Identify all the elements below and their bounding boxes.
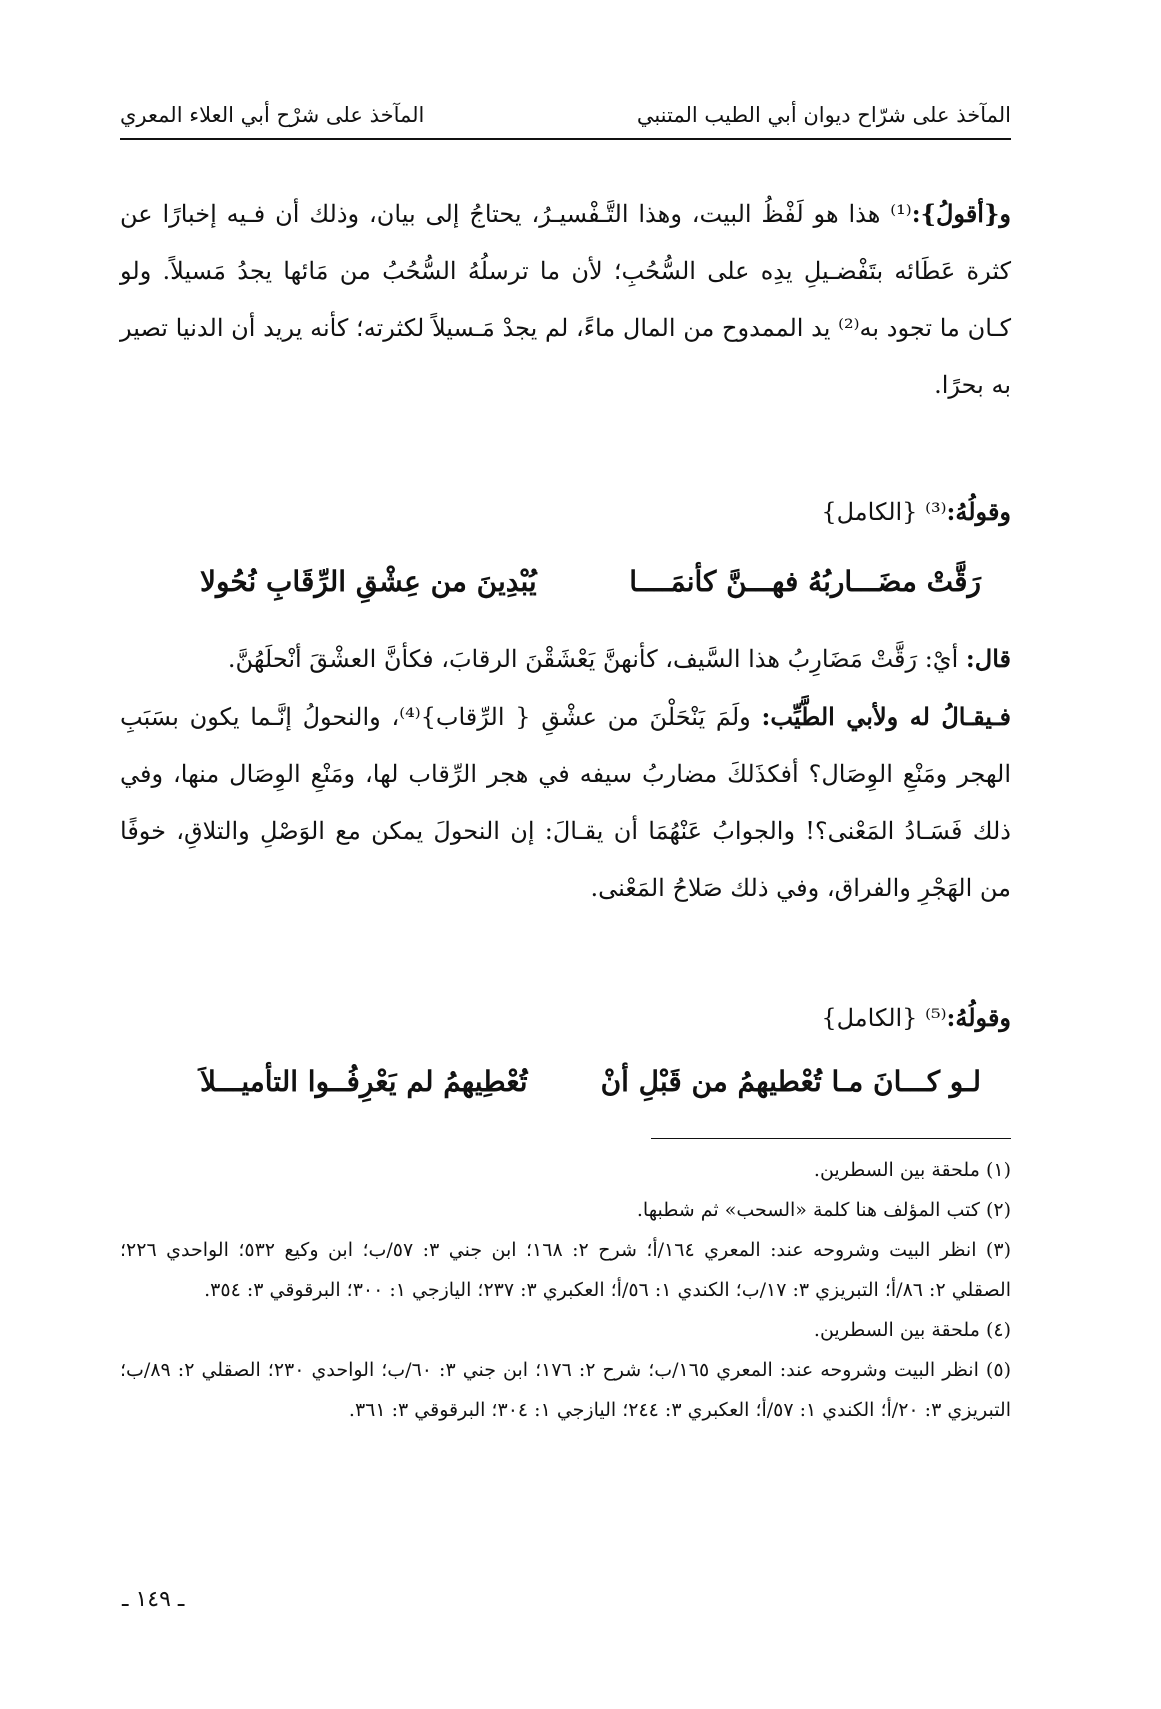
footnote-number: (٤): [985, 1319, 1011, 1341]
running-header: [120, 95, 1011, 135]
header-divider: [120, 138, 1011, 140]
footnote-number: (١): [985, 1159, 1011, 1181]
meter-label: ⁽⁵⁾ {الكامل}: [821, 1004, 947, 1032]
qawluhu-keyword: وقولُهُ:: [946, 497, 1011, 526]
footnote-number: (٣): [985, 1239, 1011, 1261]
paragraph-commentary: [120, 630, 1011, 917]
verse-first-hemistich: لـو كـــانَ مـا تُعْطيهمُ من قَبْلِ أنْ: [600, 1065, 981, 1098]
footnote-text: انظر البيت وشروحه عند: المعري ١٦٤/أ؛ شرح ٢: ١٦٨؛ ابن جني ٣: ٥٧/ب؛ ابن وكيع ٥٣٢؛ الواحدي ٢٢٦؛ الصقلي ٢: ٨٦/أ؛ التبريزي ٣: ١٧/ب؛ الكندي ١: ٥٦/أ؛ العكبري ٣: ٢٣٧؛ اليازجي ١: ٣٠٠؛ البرقوقي ٣: ٣٥٤.: [120, 1239, 1011, 1301]
footnote-number: (٥): [985, 1359, 1011, 1381]
meter-label: ⁽³⁾ {الكامل}: [821, 498, 947, 526]
aqulu-keyword: و{أقولُ}:: [911, 199, 1011, 228]
qawluhu-keyword: وقولُهُ:: [946, 1003, 1011, 1032]
verse-line: [200, 1065, 981, 1098]
footnote-text: ملحقة بين السطرين.: [813, 1159, 980, 1181]
footnotes: [120, 1150, 1011, 1430]
verse-heading: [821, 1003, 1011, 1032]
verse-second-hemistich: يُبْدِينَ من عِشْقِ الرِّقَابِ نُحُولا: [200, 565, 537, 598]
footnote-number: (٢): [985, 1199, 1011, 1221]
footnote: [120, 1230, 1011, 1310]
header-book-title: المآخذ على شرّاح ديوان أبي الطيب المتنبي: [636, 103, 1011, 127]
footnote: [120, 1310, 1011, 1350]
page-number: ـ ١٤٩ ـ: [122, 1587, 185, 1612]
footnote: [120, 1190, 1011, 1230]
verse-second-hemistich: تُعْطِيهمُ لم يَعْرِفُــوا التأميـــلاَ: [200, 1065, 528, 1098]
paragraph-text: ولَمَ يَنْحَلْنَ من عشْقِ { الرِّقاب}⁽⁴⁾، والنحولُ إنَّـما يكون بسَبَبِ الهجر ومَنْعِ الوِصَال؟ أفكذَلكَ مضاربُ سيفه في هجر الرِّقاب لها، ومَنْعِ الوِصَال منها، وفي ذلك فَسَـادُ المَعْنى؟! والجوابُ عَنْهُمَا أن يقـالَ: إن النحولَ يمكن مع الوَصْلِ والتلاقِ، خوفًا من الهَجْرِ والفراق، وفي ذلك صَلاحُ المَعْنى.: [120, 703, 1011, 902]
header-chapter-title: المآخذ على شرْح أبي العلاء المعري: [120, 103, 425, 127]
qal-keyword: قال:: [965, 644, 1011, 673]
yuqal-keyword: فـيقـالُ له ولأبي الطَّيِّب:: [761, 702, 1011, 731]
paragraph-text: ⁽¹⁾ هذا هو لَفْظُ البيت، وهذا التَّـفْسيـرُ، يحتاجُ إلى بيان، وذلك أن فـيه إخبارًا عن كثرة عَطَائه بتَفْضـيلِ يدِه على السُّحُبِ؛ لأن ما ترسلُهُ السُّحُبُ من مَائها يجدُ مَسيلاً. ولو كـان ما تجود به⁽²⁾ يد الممدوح من المال ماءً، لم يجدْ مَـسيلاً لكثرته؛ كأنه يريد أن الدنيا تصير به بحرًا.: [120, 200, 1011, 399]
qal-text: أيْ: رَقَّتْ مَضَارِبُ هذا السَّيف، كأنهنَّ يَعْشَقْنَ الرقابَ، فكأنَّ العشْقَ أنْحلَهُنَّ.: [227, 645, 959, 673]
paragraph-aqulu: [120, 185, 1011, 414]
verse-line: [200, 565, 981, 598]
footnote: [120, 1350, 1011, 1430]
footnote-text: انظر البيت وشروحه عند: المعري ١٦٥/ب؛ شرح ٢: ١٧٦؛ ابن جني ٣: ٦٠/ب؛ الواحدي ٢٣٠؛ الصقلي ٢: ٨٩/ب؛ التبريزي ٣: ٢٠/أ؛ الكندي ١: ٥٧/أ؛ العكبري ٣: ٢٤٤؛ اليازجي ١: ٣٠٤؛ البرقوقي ٣: ٣٦١.: [120, 1359, 1011, 1421]
footnote-text: كتب المؤلف هنا كلمة «السحب» ثم شطبها.: [636, 1199, 980, 1221]
footnote-text: ملحقة بين السطرين.: [813, 1319, 980, 1341]
footnote-divider: [651, 1138, 1011, 1139]
verse-heading: [821, 497, 1011, 526]
footnote: [120, 1150, 1011, 1190]
verse-first-hemistich: رَقَّتْ مضَـــاربُهُ فهـــنَّ كأنمَــــا: [629, 565, 981, 598]
